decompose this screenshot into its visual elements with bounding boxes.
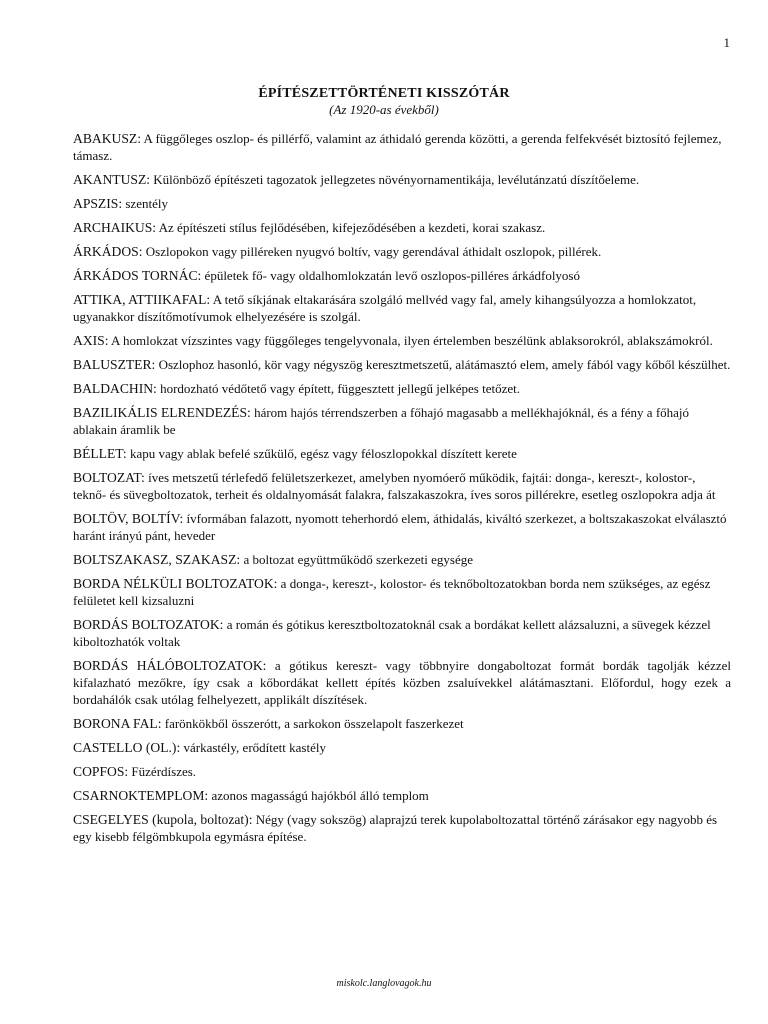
glossary-entry-boltov	[73, 510, 731, 544]
entry-definition: Különböző építészeti tagozatok jellegzetes növényornamentikája, levélutánzatú díszítőeleme.	[153, 172, 640, 187]
glossary-entry-archaikus	[73, 219, 731, 236]
glossary-entry-akantusz	[73, 171, 731, 188]
entry-term: ÁRKÁDOS TORNÁC:	[73, 268, 202, 283]
entry-definition: ívformában falazott, nyomott teherhordó elem, áthidalás, kiváltó szerkezet, a boltszakaszokat elválasztó haránt irányú pánt, heveder	[73, 511, 727, 543]
glossary-entry-arkados-tornac	[73, 267, 731, 284]
glossary-entry-bordas-boltozatok	[73, 616, 731, 650]
entry-term: BALUSZTER:	[73, 357, 156, 372]
entry-term: BORDÁS BOLTOZATOK:	[73, 617, 224, 632]
glossary-entry-castello	[73, 739, 731, 756]
glossary-entry-arkados	[73, 243, 731, 260]
glossary-entry-borda-nelkuli	[73, 575, 731, 609]
glossary-entry-baldachin	[73, 380, 731, 397]
entry-definition: Oszlopokon vagy pilléreken nyugvó boltív, vagy gerendával áthidalt oszlopok, pillérek.	[145, 244, 602, 259]
page-footer: miskolc.langlovagok.hu	[336, 978, 432, 989]
entry-definition: A tető síkjának eltakarására szolgáló mellvéd vagy fal, amely kihangsúlyozza a homlokzatot, ugyanakkor díszítőmotívumok elhelyezésére is szolgál.	[73, 292, 697, 324]
entry-term: BORDA NÉLKÜLI BOLTOZATOK:	[73, 576, 278, 591]
entry-definition: A függőleges oszlop- és pillérfő, valamint az áthidaló gerenda közötti, a gerenda felfekvését biztosító fejlemez, támasz.	[73, 131, 722, 163]
glossary-entries	[73, 130, 731, 852]
entry-term: COPFOS:	[73, 764, 129, 779]
glossary-entry-boltszakasz	[73, 551, 731, 568]
entry-definition: kapu vagy ablak befelé szűkülő, egész vagy féloszlopokkal díszített kerete	[129, 446, 517, 461]
entry-term: BOLTSZAKASZ, SZAKASZ:	[73, 552, 241, 567]
entry-definition: a román és gótikus keresztboltozatoknál csak a bordákat kellett alázsaluzni, a süvegek kézzel kiboltozhatók voltak	[73, 617, 711, 649]
glossary-entry-csegelyes	[73, 811, 731, 845]
document-title: ÉPÍTÉSZETTÖRTÉNETI KISSZÓTÁR	[258, 86, 510, 101]
glossary-entry-bellet	[73, 445, 731, 462]
entry-term: ATTIKA, ATTIIKAFAL:	[73, 292, 211, 307]
entry-definition: várkastély, erődített kastély	[183, 740, 326, 755]
entry-term: BAZILIKÁLIS ELRENDEZÉS:	[73, 405, 251, 420]
page-number: 1	[723, 35, 730, 50]
glossary-entry-baluszter	[73, 356, 731, 373]
glossary-entry-bazilikalis	[73, 404, 731, 438]
entry-term: CASTELLO (OL.):	[73, 740, 181, 755]
entry-term: AXIS:	[73, 333, 109, 348]
entry-definition: szentély	[125, 196, 168, 211]
glossary-entry-apszis	[73, 195, 731, 212]
entry-term: BÉLLET:	[73, 446, 127, 461]
entry-definition: Oszlophoz hasonló, kör vagy négyszög keresztmetszetű, alátámasztó elem, amely fából vagy kőből készülhet.	[158, 357, 731, 372]
entry-definition: a gótikus kereszt- vagy többnyire dongaboltozat formát bordák tagolják kézzel kifalazható mezőkre, így csak a kőbordákat kellett építés közben zsaluívekkel alátámasztani. Előfordul, hogy ezek a bordahálók csak utólag felhelyezett, applikált díszítések.	[73, 658, 732, 707]
glossary-entry-csarnoktemplom	[73, 787, 731, 804]
glossary-entry-borona-fal	[73, 715, 731, 732]
entry-term: ÁRKÁDOS:	[73, 244, 143, 259]
entry-definition: azonos magasságú hajókból álló templom	[211, 788, 429, 803]
entry-term: BORDÁS HÁLÓBOLTOZATOK:	[73, 658, 267, 673]
entry-definition: három hajós térrendszerben a főhajó magasabb a mellékhajóknál, és a fény a főhajó ablakain áramlik be	[73, 405, 690, 437]
entry-term: AKANTUSZ:	[73, 172, 151, 187]
entry-definition: Füzérdíszes.	[131, 764, 197, 779]
entry-definition: A homlokzat vízszintes vagy függőleges tengelyvonala, ilyen értelemben beszélünk ablaksorokról, ablakszámokról.	[111, 333, 713, 348]
entry-term: CSEGELYES (kupola, boltozat):	[73, 812, 253, 827]
entry-definition: épületek fő- vagy oldalhomlokzatán levő oszlopos-pilléres árkádfolyosó	[204, 268, 580, 283]
entry-definition: Az építészeti stílus fejlődésében, kifejeződésében a kezdeti, korai szakasz.	[158, 220, 546, 235]
entry-term: BORONA FAL:	[73, 716, 162, 731]
entry-term: ABAKUSZ:	[73, 131, 141, 146]
entry-definition: a boltozat együttműködő szerkezeti egysége	[243, 552, 474, 567]
glossary-entry-axis	[73, 332, 731, 349]
glossary-entry-copfos	[73, 763, 731, 780]
entry-term: CSARNOKTEMPLOM:	[73, 788, 209, 803]
glossary-entry-boltozat	[73, 469, 731, 503]
entry-term: BOLTOZAT:	[73, 470, 145, 485]
entry-term: BOLTÖV, BOLTÍV:	[73, 511, 184, 526]
entry-definition: íves metszetű térlefedő felületszerkezet, amelyben nyomóerő működik, fajtái: donga-, kereszt-, kolostor-, teknő- és süvegboltozatok, terheit és oldalnyomását falakra, falszakaszokra, íves soros pillérekre, esetleg oszlopokra adja át	[73, 470, 716, 502]
glossary-entry-abakusz	[73, 130, 731, 164]
entry-definition: Négy (vagy sokszög) alaprajzú terek kupolaboltozattal történő zárásakor egy nagyobb és egy kisebb félgömbkupola egymásra építése.	[73, 812, 718, 844]
document-subtitle: (Az 1920-as évekből)	[329, 102, 439, 117]
entry-term: BALDACHIN:	[73, 381, 157, 396]
entry-definition: farönkökből összerótt, a sarkokon összelapolt faszerkezet	[164, 716, 464, 731]
glossary-entry-bordas-haloboltozatok	[73, 657, 731, 708]
entry-term: APSZIS:	[73, 196, 123, 211]
glossary-entry-attika	[73, 291, 731, 325]
entry-definition: a donga-, kereszt-, kolostor- és teknőboltozatokban borda nem szükséges, az egész felületet kell kizsaluzni	[73, 576, 711, 608]
entry-term: ARCHAIKUS:	[73, 220, 157, 235]
entry-definition: hordozható védőtető vagy épített, függesztett jellegű jelképes tetőzet.	[160, 381, 520, 396]
